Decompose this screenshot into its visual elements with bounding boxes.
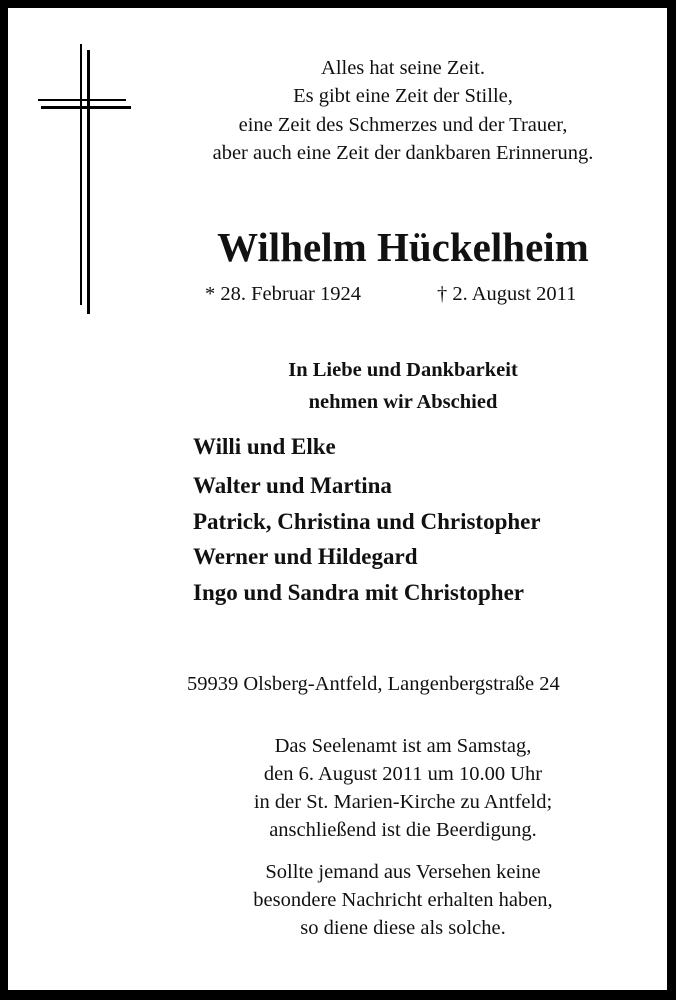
- note-line: so diene diese als solche.: [300, 917, 506, 939]
- farewell-line: In Liebe und Dankbarkeit: [288, 359, 518, 381]
- address: 59939 Olsberg-Antfeld, Langenbergstraße 24: [187, 673, 560, 695]
- mourner: Walter und Martina: [193, 473, 392, 498]
- mourner: Willi und Elke: [193, 434, 336, 459]
- service-line: anschließend ist die Beerdigung.: [269, 819, 537, 841]
- deceased-name: Wilhelm Hückelheim: [217, 224, 589, 270]
- birth-date: * 28. Februar 1924: [205, 283, 362, 305]
- farewell-line: nehmen wir Abschied: [308, 391, 498, 413]
- service-line: den 6. August 2011 um 10.00 Uhr: [263, 763, 543, 785]
- service-line: Das Seelenamt ist am Samstag,: [274, 735, 532, 757]
- verse-line: aber auch eine Zeit der dankbaren Erinnerung.: [212, 142, 594, 164]
- service-line: in der St. Marien-Kirche zu Antfeld;: [253, 791, 553, 813]
- verse-line: Es gibt eine Zeit der Stille,: [293, 85, 513, 107]
- mourner: Ingo und Sandra mit Christopher: [193, 580, 525, 605]
- mourner: Patrick, Christina und Christopher: [193, 509, 541, 534]
- verse-line: Alles hat seine Zeit.: [321, 57, 485, 79]
- note-line: Sollte jemand aus Versehen keine: [265, 861, 541, 883]
- note-line: besondere Nachricht erhalten haben,: [253, 889, 553, 911]
- death-date: † 2. August 2011: [437, 283, 577, 305]
- mourner: Werner und Hildegard: [193, 544, 418, 569]
- verse-line: eine Zeit des Schmerzes und der Trauer,: [238, 114, 568, 136]
